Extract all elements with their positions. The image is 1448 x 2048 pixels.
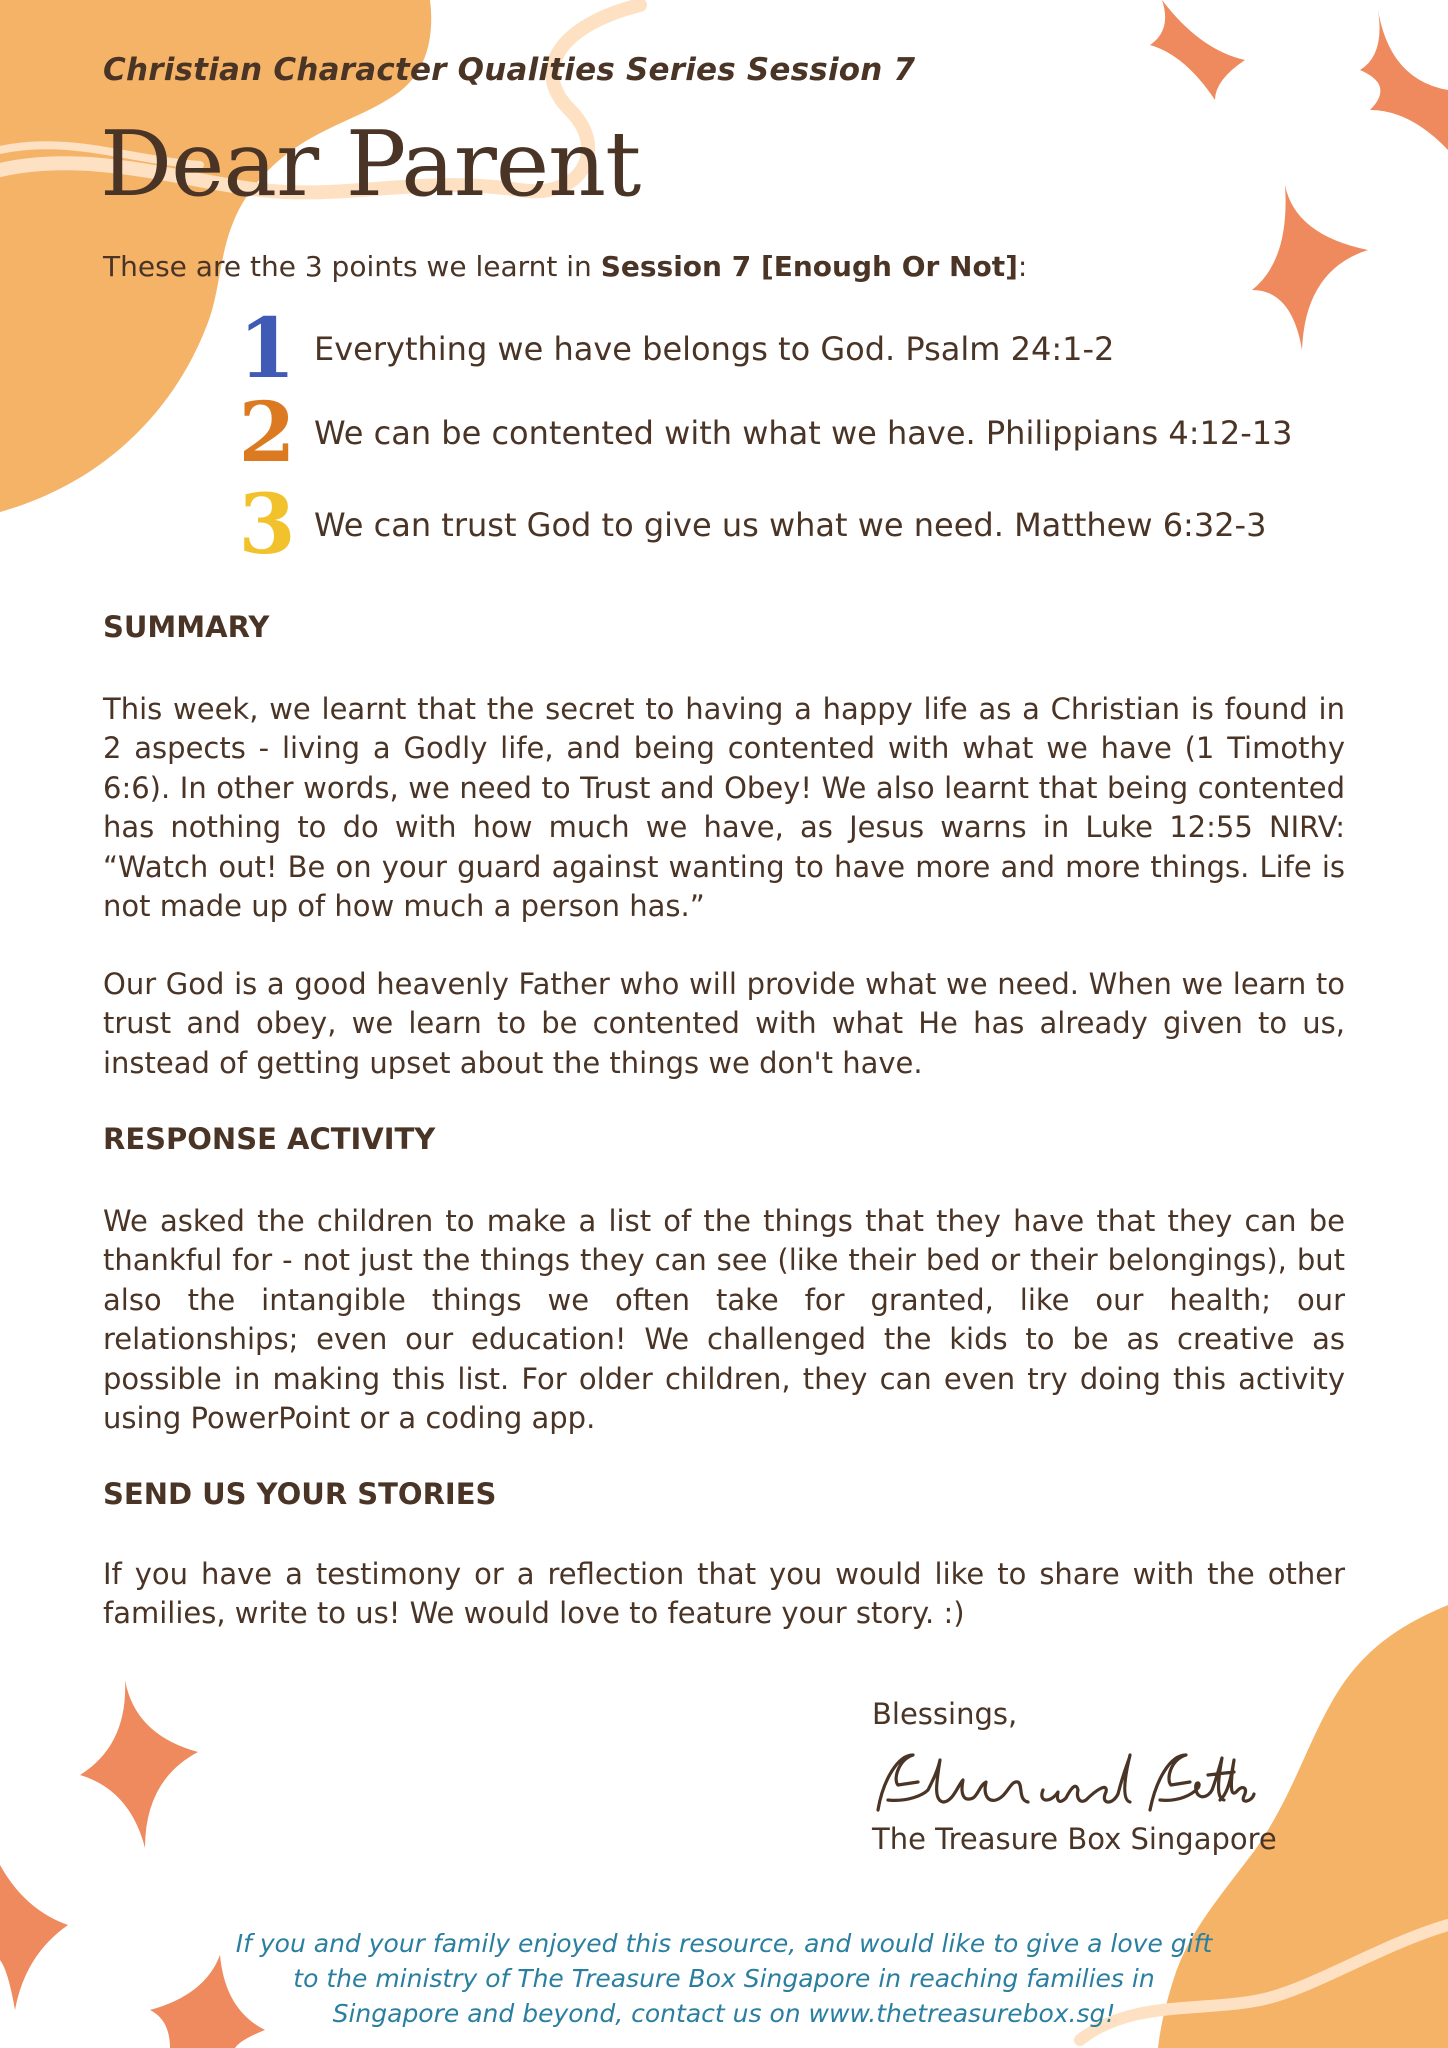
point-3 bbox=[232, 477, 1267, 573]
point-1 bbox=[232, 301, 1115, 397]
point-number: 2 bbox=[238, 385, 296, 481]
intro-session: Session 7 [Enough Or Not] bbox=[600, 250, 1018, 283]
point-text: We can trust God to give us what we need. Matthew 6:32-3 bbox=[314, 506, 1267, 544]
point-number: 3 bbox=[238, 477, 296, 573]
intro-prefix: These are the 3 points we learnt in bbox=[103, 250, 601, 283]
summary-heading: SUMMARY bbox=[103, 610, 270, 644]
organization-name: The Treasure Box Singapore bbox=[872, 1822, 1277, 1856]
response-paragraph: We asked the children to make a list of the things that they have that they can be thankful for - not just the things they can see (like their bed or their belongings), but also the intangible things we often take for granted, like our health; our relationships; even our education! We challenged the kids to be as creative as possible in making this list. For older children, they can even try doing this activity using PowerPoint or a coding app. bbox=[103, 1204, 1345, 1436]
point-text: We can be contented with what we have. Philippians 4:12-13 bbox=[314, 414, 1293, 452]
page-title: Dear Parent bbox=[100, 112, 641, 217]
point-number: 1 bbox=[238, 301, 296, 397]
intro-suffix: : bbox=[1017, 250, 1028, 283]
signoff-greeting: Blessings, bbox=[872, 1697, 1018, 1731]
point-2 bbox=[232, 385, 1293, 481]
intro-line bbox=[103, 250, 1027, 283]
summary-paragraph-2: Our God is a good heavenly Father who will provide what we need. When we learn to trust and obey, we learn to be contented with what He has already given to us, instead of getting upset about the things we don't have. bbox=[103, 967, 1345, 1080]
stories-heading: SEND US YOUR STORIES bbox=[103, 1477, 497, 1511]
series-title: Christian Character Qualities Series Session 7 bbox=[103, 52, 916, 88]
point-text: Everything we have belongs to God. Psalm 24:1-2 bbox=[314, 330, 1115, 368]
footer-line-3: Singapore and beyond, contact us on www.thetreasurebox.sg! bbox=[332, 1999, 1116, 2028]
footer-line-1: If you and your family enjoyed this resource, and would like to give a love gift bbox=[235, 1929, 1213, 1958]
stories-paragraph: If you have a testimony or a reflection that you would like to share with the other families, write to us! We would love to feature your story. :) bbox=[103, 1557, 1345, 1631]
response-heading: RESPONSE ACTIVITY bbox=[103, 1122, 436, 1156]
footer-note bbox=[180, 1926, 1268, 2031]
signature bbox=[868, 1740, 1258, 1830]
summary-paragraph-1: This week, we learnt that the secret to having a happy life as a Christian is found in 2 aspects - living a Godly life, and being contented with what we have (1 Timothy 6:6). In other words, we need to Trust and Obey! We also learnt that being contented has nothing to do with how much we have, as Jesus warns in Luke 12:55 NIRV: “Watch out! Be on your guard against wanting to have more and more things. Life is not made up of how much a person has.” bbox=[103, 692, 1345, 924]
footer-line-2: to the ministry of The Treasure Box Singapore in reaching families in bbox=[293, 1964, 1155, 1993]
